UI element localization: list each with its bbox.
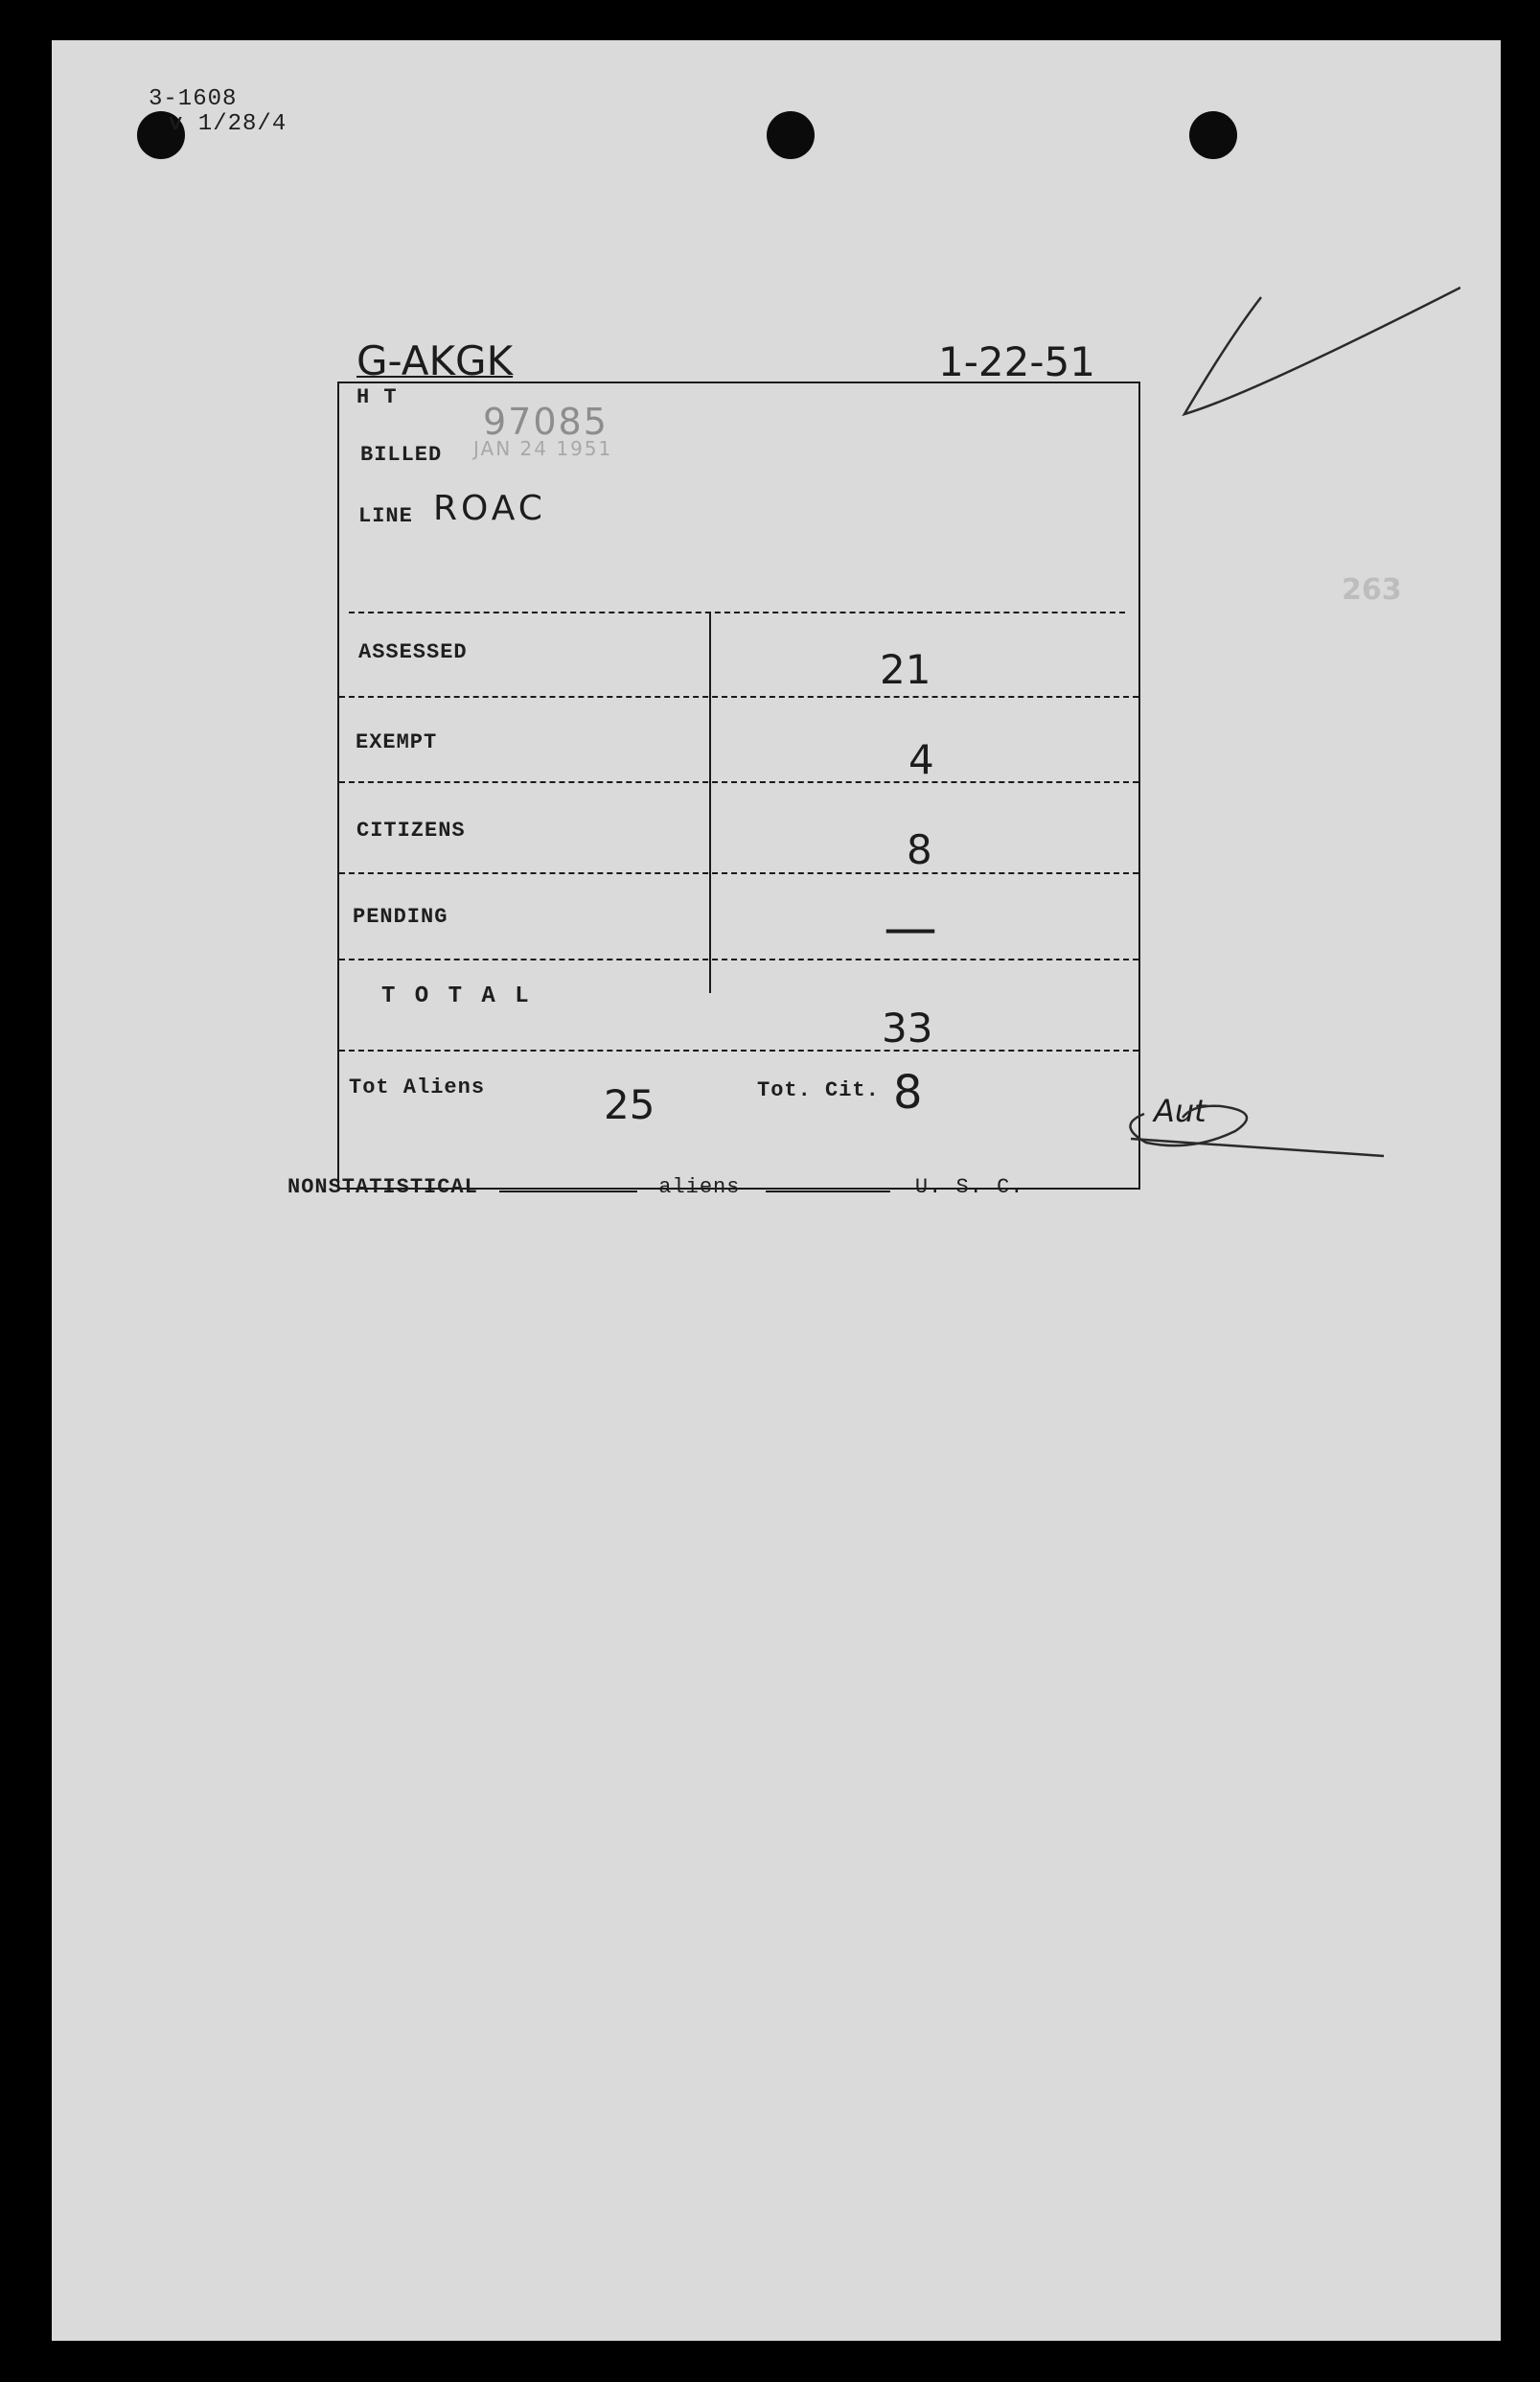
ht-label: H T: [356, 385, 398, 409]
margin-stamp: 263: [1342, 573, 1402, 607]
line-label: LINE: [358, 504, 413, 528]
row-divider-5: [339, 1050, 1138, 1052]
total-value: 33: [882, 1005, 933, 1052]
pending-value: —: [884, 897, 937, 960]
nonstatistical-blank: [499, 1191, 637, 1192]
line-value: ROAC: [433, 489, 546, 528]
form-revision: v 1/28/4: [169, 111, 287, 137]
assessed-value: 21: [880, 646, 931, 693]
table-top-border: [337, 382, 1140, 383]
tot-aliens-value: 25: [604, 1081, 655, 1128]
citizens-label: CITIZENS: [356, 819, 466, 843]
table-left-border: [337, 382, 339, 1190]
billed-number-stamp: 97085: [483, 401, 609, 443]
nonstatistical-label: NONSTATISTICAL: [287, 1175, 478, 1199]
tot-cit-value: 8: [893, 1066, 923, 1120]
tot-aliens-label: Tot Aliens: [349, 1075, 486, 1099]
counts-top-line: [349, 612, 1125, 613]
usc-label: U. S. C.: [914, 1175, 1024, 1199]
total-label: T O T A L: [381, 983, 532, 1009]
check-mark-icon: [1173, 251, 1460, 424]
billed-label: BILLED: [360, 443, 443, 467]
document-sheet: [52, 40, 1501, 2341]
exempt-value: 4: [908, 736, 934, 783]
aliens-label: aliens: [658, 1175, 741, 1199]
billed-date-stamp: JAN 24 1951: [473, 437, 613, 460]
vessel-code: G-AKGK: [356, 337, 514, 384]
assessed-label: ASSESSED: [358, 640, 468, 664]
initials-scribble-icon: [1115, 1075, 1393, 1171]
row-divider-4: [339, 959, 1138, 960]
citizens-value: 8: [907, 826, 932, 873]
manifest-date: 1-22-51: [938, 338, 1095, 385]
punch-hole-right: [1189, 111, 1237, 159]
nonstatistical-row: [287, 1175, 1024, 1199]
tot-cit-label: Tot. Cit.: [757, 1078, 880, 1102]
row-divider-3: [339, 872, 1138, 874]
row-divider-1: [339, 696, 1138, 698]
aliens-blank: [766, 1191, 890, 1192]
row-divider-2: [339, 781, 1138, 783]
pending-label: PENDING: [353, 905, 448, 929]
counts-column-divider: [709, 612, 711, 993]
table-right-border: [1138, 382, 1140, 1190]
inspector-initials: Aut: [1154, 1093, 1207, 1129]
exempt-label: EXEMPT: [356, 730, 438, 754]
form-number: 3-1608: [149, 86, 238, 112]
punch-hole-center: [767, 111, 815, 159]
